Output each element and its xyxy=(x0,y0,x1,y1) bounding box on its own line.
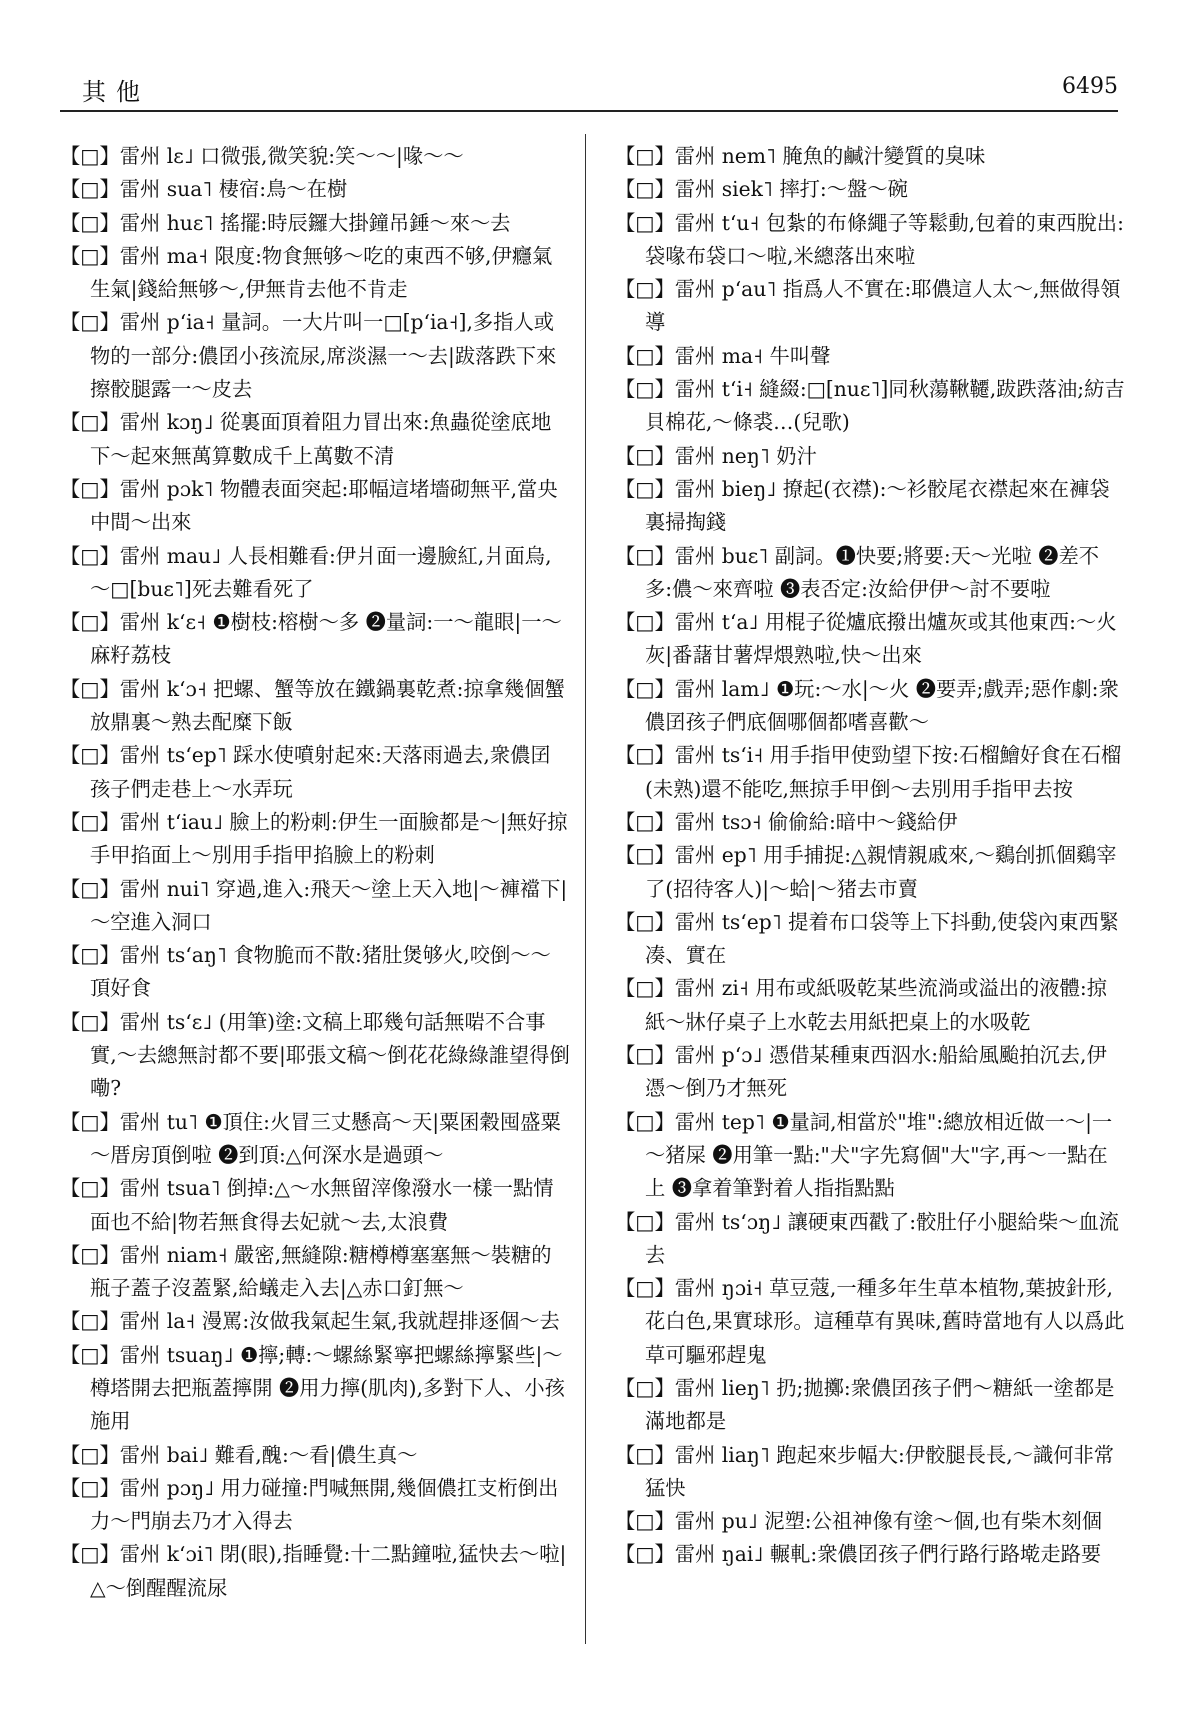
column-divider xyxy=(585,134,586,1644)
dictionary-entry: 【□】雷州 ma˧ 牛叫聲 xyxy=(615,343,831,368)
header-rule xyxy=(60,110,1118,112)
dictionary-entry: 【□】雷州 sua˥ 棲宿:鳥～在樹 xyxy=(60,177,348,202)
dictionary-entry: 【□】雷州 neŋ˥ 奶汁 xyxy=(615,443,817,468)
dictionary-entry: 【□】雷州 pɔk˥ 物體表面突起:耶幅這堵墻砌無平,當央中間～出來 xyxy=(60,476,558,535)
dictionary-entry: 【□】雷州 tʻu˧ 包紮的布條繩子等鬆動,包着的東西脫出:袋喙布袋口～啦,米總落出來啦 xyxy=(615,210,1124,268)
dictionary-entry: 【□】雷州 kɔŋ˩ 從裏面頂着阻力冒出來:魚蟲從塗底地下～起來無萬算數成千上萬數不清 xyxy=(60,410,552,468)
dictionary-entry: 【□】雷州 pu˩ 泥塑:公祖神像有塗～個,也有柴木刻個 xyxy=(615,1509,1103,1534)
dictionary-entry: 【□】雷州 la˧ 漫罵:汝做我氣起生氣,我就趕排逐個～去 xyxy=(60,1309,560,1334)
dictionary-entry: 【□】雷州 pʻia˧ 量詞。一大片叫一□[pʻia˧],多指人或物的一部分:儂囝小孩流尿,席淡濕一～去|跋落跌下來擦骹腿露一～皮去 xyxy=(60,310,557,402)
dictionary-entry: 【□】雷州 tep˥ ❶量詞,相當於"堆":總放相近做一～|一～猪屎 ❷用筆一點:"犬"字先寫個"大"字,再～一點在上 ❸拿着筆對着人指指點點 xyxy=(615,1109,1113,1201)
right-column xyxy=(615,140,1125,1572)
dictionary-entry: 【□】雷州 niam˧ 嚴密,無縫隙:糖樽樽塞塞無～裝糖的瓶子蓋子沒蓋緊,給蟻走入去|△赤口釘無～ xyxy=(60,1242,552,1301)
dictionary-entry: 【□】雷州 bai˩ 難看,醜:～看|儂生真～ xyxy=(60,1442,418,1467)
page-number: 6495 xyxy=(1062,74,1118,99)
dictionary-entry: 【□】雷州 tsua˥ 倒掉:△～水無留滓像潑水一樣一點情面也不給|物若無食得去妃就～去,太浪費 xyxy=(60,1176,554,1234)
dictionary-entry: 【□】雷州 bieŋ˩ 撩起(衣襟):～衫骹尾衣襟起來在褲袋裏掃掏錢 xyxy=(615,476,1110,535)
dictionary-entry: 【□】雷州 tsʻep˥ 踩水使噴射起來:天落雨過去,衆儂囝孩子們走巷上～水弄玩 xyxy=(60,743,551,801)
dictionary-entry: 【□】雷州 pʻau˥ 指爲人不實在:耶儂這人太～,無做得領導 xyxy=(615,277,1121,335)
dictionary-entry: 【□】雷州 kʻɔ˧ 把螺、蟹等放在鐵鍋裏乾煮:掠拿幾個蟹放鼎裏～熟去配糜下飯 xyxy=(60,676,565,735)
dictionary-entry: 【□】雷州 lɛ˩ 口微張,微笑貌:笑～～|喙～～ xyxy=(60,144,464,168)
dictionary-entry: 【□】雷州 tsʻɔŋ˩ 讓硬東西戳了:骹肚仔小腿給柴～血流去 xyxy=(615,1209,1119,1267)
dictionary-entry: 【□】雷州 lam˩ ❶玩:～水|～火 ❷要弄;戲弄;惡作劇:衆儂囝孩子們底個哪個都嗜喜歡～ xyxy=(615,676,1119,735)
dictionary-entry: 【□】雷州 tsuaŋ˩ ❶擰;轉:～螺絲緊寧把螺絲擰緊些|～樽塔開去把瓶蓋擰開 ❷用力擰(肌肉),多對下人、小孩施用 xyxy=(60,1342,565,1434)
dictionary-entry: 【□】雷州 tʻi˧ 縫綴:□[nuɛ˥]同秋蕩鞦韆,跋跌落油;紡吉貝棉花,～條裘…(兒歌) xyxy=(615,377,1125,435)
dictionary-entry: 【□】雷州 lieŋ˥ 扔;拋擲:衆儂囝孩子們～糖紙一塗都是滿地都是 xyxy=(615,1375,1115,1434)
dictionary-entry: 【□】雷州 pɔŋ˩ 用力碰撞:門喊無開,幾個儂扛支桁倒出力～門崩去乃才入得去 xyxy=(60,1475,559,1534)
dictionary-entry: 【□】雷州 liaŋ˥ 跑起來步幅大:伊骹腿長長,～識何非常猛快 xyxy=(615,1442,1115,1500)
running-title: 其他 xyxy=(82,78,150,106)
dictionary-entry: 【□】雷州 siek˥ 摔打:～盤～碗 xyxy=(615,177,908,202)
dictionary-entry: 【□】雷州 tsʻi˧ 用手指甲使勁望下按:石榴鱠好食在石榴(未熟)還不能吃,無掠手甲倒～去別用手指甲去按 xyxy=(615,743,1122,801)
dictionary-entry: 【□】雷州 nui˥ 穿過,進入:飛天～塗上天入地|～褲襠下|～空進入洞口 xyxy=(60,876,568,934)
dictionary-entry: 【□】雷州 ŋɔi˧ 草豆蔻,一種多年生草本植物,葉披針形,花白色,果實球形。這種草有異味,舊時當地有人以爲此草可驅邪趕鬼 xyxy=(615,1276,1125,1367)
dictionary-entry: 【□】雷州 zi˧ 用布或紙吸乾某些流淌或溢出的液體:掠紙～牀仔桌子上水乾去用紙把桌上的水吸乾 xyxy=(615,976,1107,1034)
dictionary-entry: 【□】雷州 nem˥ 腌魚的鹹汁變質的臭味 xyxy=(615,144,986,168)
left-column xyxy=(60,140,570,1605)
dictionary-entry: 【□】雷州 tsʻep˥ 提着布口袋等上下抖動,使袋內東西緊凑、實在 xyxy=(615,909,1120,968)
dictionary-entry: 【□】雷州 tsɔ˧ 偷偷給:暗中～錢給伊 xyxy=(615,809,958,834)
dictionary-entry: 【□】雷州 tʻa˩ 用棍子從爐底撥出爐灰或其他東西:～火灰|番藷甘薯焊煨熟啦,快～出來 xyxy=(615,610,1117,668)
dictionary-entry: 【□】雷州 tu˥ ❶頂住:火冒三丈懸高～天|粟囷穀囤盛粟～厝房頂倒啦 ❷到頂:△何深水是過頭～ xyxy=(60,1109,561,1167)
dictionary-entry: 【□】雷州 ŋai˩ 輾軋:衆儂囝孩子們行路行路墘走路要 xyxy=(615,1542,1102,1567)
page-header xyxy=(60,72,1118,114)
dictionary-entry: 【□】雷州 pʻɔ˩ 憑借某種東西泅水:船給風颱拍沉去,伊憑～倒乃才無死 xyxy=(615,1043,1107,1101)
dictionary-entry: 【□】雷州 kʻɔi˥ 閉(眼),指睡覺:十二點鐘啦,猛快去～啦|△～倒醒醒流尿 xyxy=(60,1542,567,1600)
dictionary-entry: 【□】雷州 ep˥ 用手捕捉:△親情親戚來,～鷄刣抓個鷄宰了(招待客人)|～蛤|～猪去市賣 xyxy=(615,843,1117,901)
dictionary-entry: 【□】雷州 buɛ˥ 副詞。❶快要;將要:天～光啦 ❷差不多:儂～來齊啦 ❸表否定:汝給伊伊～討不要啦 xyxy=(615,543,1100,601)
dictionary-entry: 【□】雷州 mau˩ 人長相難看:伊爿面一邊臉紅,爿面烏,～□[buɛ˥]死去難看死了 xyxy=(60,543,552,601)
dictionary-entry: 【□】雷州 kʻɛ˧ ❶樹枝:榕樹～多 ❷量詞:一～龍眼|一～麻籽荔枝 xyxy=(60,610,562,668)
dictionary-entry: 【□】雷州 tsʻɛ˩ (用筆)塗:文稿上耶幾句話無啱不合事實,～去總無討都不要|耶張文稿～倒花花綠綠誰望得倒嘞? xyxy=(60,1009,570,1101)
dictionary-entry: 【□】雷州 tʻiau˩ 臉上的粉刺:伊生一面臉都是～|無好掠手甲掐面上～別用手指甲掐臉上的粉刺 xyxy=(60,809,568,868)
dictionary-entry: 【□】雷州 ma˧ 限度:物食無够～吃的東西不够,伊癮氣生氣|錢給無够～,伊無肯去他不肯走 xyxy=(60,243,553,302)
dictionary-entry: 【□】雷州 huɛ˥ 搖擺:時辰鑼大掛鐘吊錘～來～去 xyxy=(60,210,511,235)
dictionary-entry: 【□】雷州 tsʻaŋ˥ 食物脆而不散:猪肚煲够火,咬倒～～頂好食 xyxy=(60,943,551,1001)
